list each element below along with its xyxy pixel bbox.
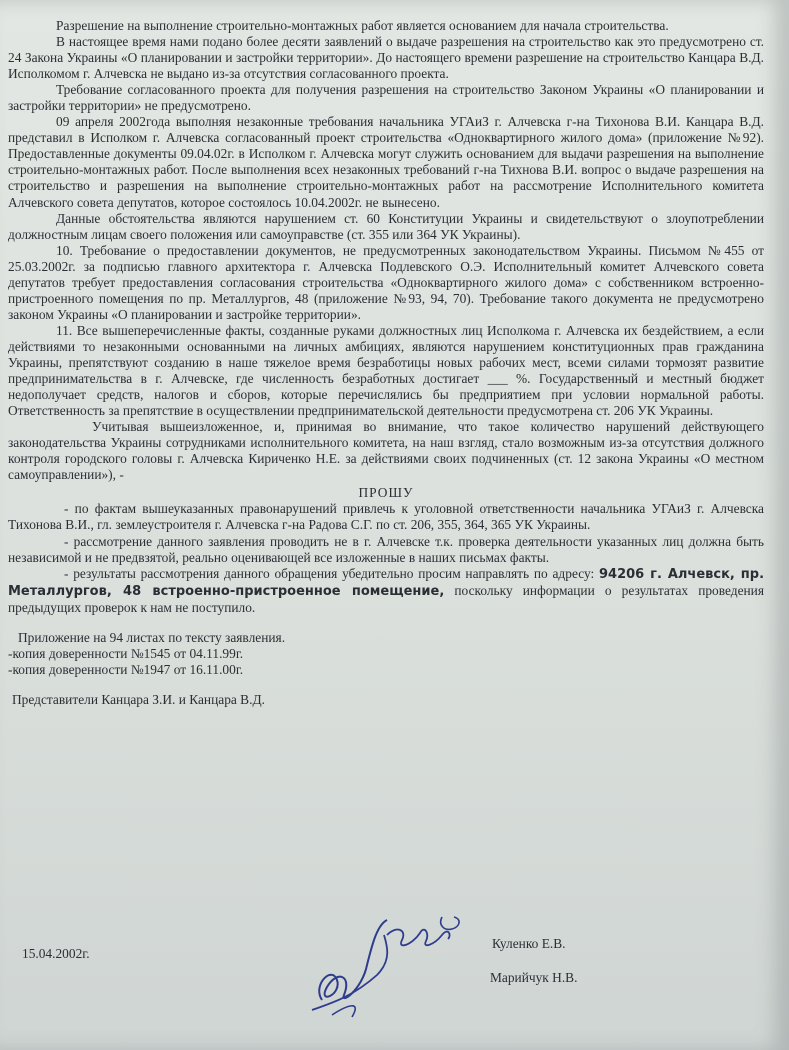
paragraph: Данные обстоятельства являются нарушением ст. 60 Конституции Украины и свидетельствуют о злоупотреблении должностным лицам своего положения или самоуправстве (ст. 355 или 364 УК Украины).: [8, 210, 764, 242]
paragraph: Разрешение на выполнение строительно-монтажных работ является основанием для начала строительства.: [56, 18, 669, 33]
paragraph: Учитывая вышеизложенное, и, принимая во внимание, что такое количество нарушений действующего законодательства Украины сотрудниками исполнительного комитета, на наш взгляд, стало возможным из-за отсутствия должного контроля городского головы г. Алчевска Кириченко Н.Е. за действиями своих подчиненных (ст. 12 закона Украины «О местном самоуправлении»), -: [8, 419, 764, 483]
signatory-name: Марийчук Н.В.: [490, 970, 578, 985]
address: 94206 г. Алчевск, пр. Металлургов, 48 встроенно-пристроенное помещение,: [8, 566, 765, 599]
attachment-title: Приложение на 94 листах по тексту заявления.: [18, 629, 286, 645]
request-item: - рассмотрение данного заявления проводить не в г. Алчевске т.к. проверка деятельности указанных лиц должна быть независимой и не предвзятой, реально оценивающей все изложенные в наших письмах факты.: [8, 533, 764, 565]
handwritten-signature: [292, 905, 472, 1025]
final-request-start: - результаты рассмотрения данного обращения убедительно просим направлять по адресу:: [64, 565, 599, 581]
paragraph: В настоящее время нами подано более десяти заявлений о выдаче разрешения на строительство как это предусмотрено ст. 24 Закона Украины «О планировании и застройки территории». До настоящего времени разрешение на строительство Канцара В.Д. Исполкомом г. Алчевска не выдано из-за отсутствия согласованного проекта.: [8, 34, 764, 82]
representatives-line: Представители Канцара З.И. и Канцара В.Д.: [12, 691, 265, 707]
attachment-item: -копия доверенности №1947 от 16.11.00г.: [8, 661, 244, 677]
paragraph: 11. Все вышеперечисленные факты, созданные руками должностных лиц Исполкома г. Алчевска их бездействием, а если действиями то незаконными основанными на личных амбициях, являются нарушением конституционных прав гражданина Украины, препятствуют созданию в наше тяжелое время безработицы новых рабочих мест, всеми силами тормозят развитие предпринимательства в г. Алчевске, где численность безработных достигает ___ %. Государственный и местный бюджет недополучает средств, налогов и сборов, которые перечислялись бы предприятием при условии нормальной работы. Ответственность за препятствие в осуществлении предпринимательской деятельности предусмотрена ст. 206 УК Украины.: [8, 322, 764, 419]
request-heading: ПРОШУ: [358, 485, 414, 501]
attachment-item: -копия доверенности №1545 от 04.11.99г.: [8, 645, 244, 661]
document-date: 15.04.2002г.: [22, 946, 90, 961]
paragraph: 10. Требование о предоставлении документов, не предусмотренных законодательством Украины. Письмом №455 от 25.03.2002г. за подписью главного архитектора г. Алчевска Подлевского О.Э. Исполнительный комитет Алчевского совета депутатов требует предоставления согласования строительства «Одноквартирного жилого дома» с собственником встроенно-пристроенного помещения по пр. Металлургов, 48 (приложение №93, 94, 70). Требование такого документа не предусмотрено законом Украины «О планировании и застройке территории».: [8, 242, 764, 322]
document-body: [8, 18, 764, 708]
request-item: [8, 566, 764, 616]
signatory-name: Куленко Е.В.: [492, 936, 566, 951]
final-request-end: поскольку информации о результатах проведения предыдущих проверок к нам не поступило.: [8, 582, 765, 615]
paragraph: 09 апреля 2002года выполняя незаконные требования начальника УГАиЗ г. Алчевска г-на Тихонова В.И. Канцара В.Д. представил в Исполком г. Алчевска согласованный проект строительства «Одноквартирного жилого дома» (приложение №92). Предоставленные документы 09.04.02г. в Исполком г. Алчевска могут служить основанием для выдачи разрешения на выполнение строительно-монтажных работ. После выполнения всех незаконных требований г-на Тихнова В.И. вопрос о выдаче разрешения на строительство и разрешения на выполнение строительно-монтажных работ на рассмотрение Исполнительного комитета Алчевского совета депутатов, которое состоялось 10.04.2002г. не вынесено.: [8, 114, 764, 210]
paragraph: Требование согласованного проекта для получения разрешения на строительство Законом Украины «О планировании и застройки территории» не предусмотрено.: [8, 82, 764, 114]
request-item: - по фактам вышеуказанных правонарушений привлечь к уголовной ответственности начальника УГАиЗ г. Алчевска Тихонова В.И., гл. землеустроителя г. Алчевска г-на Радова С.Г. по ст. 206, 355, 364, 365 УК Украины.: [8, 501, 764, 533]
